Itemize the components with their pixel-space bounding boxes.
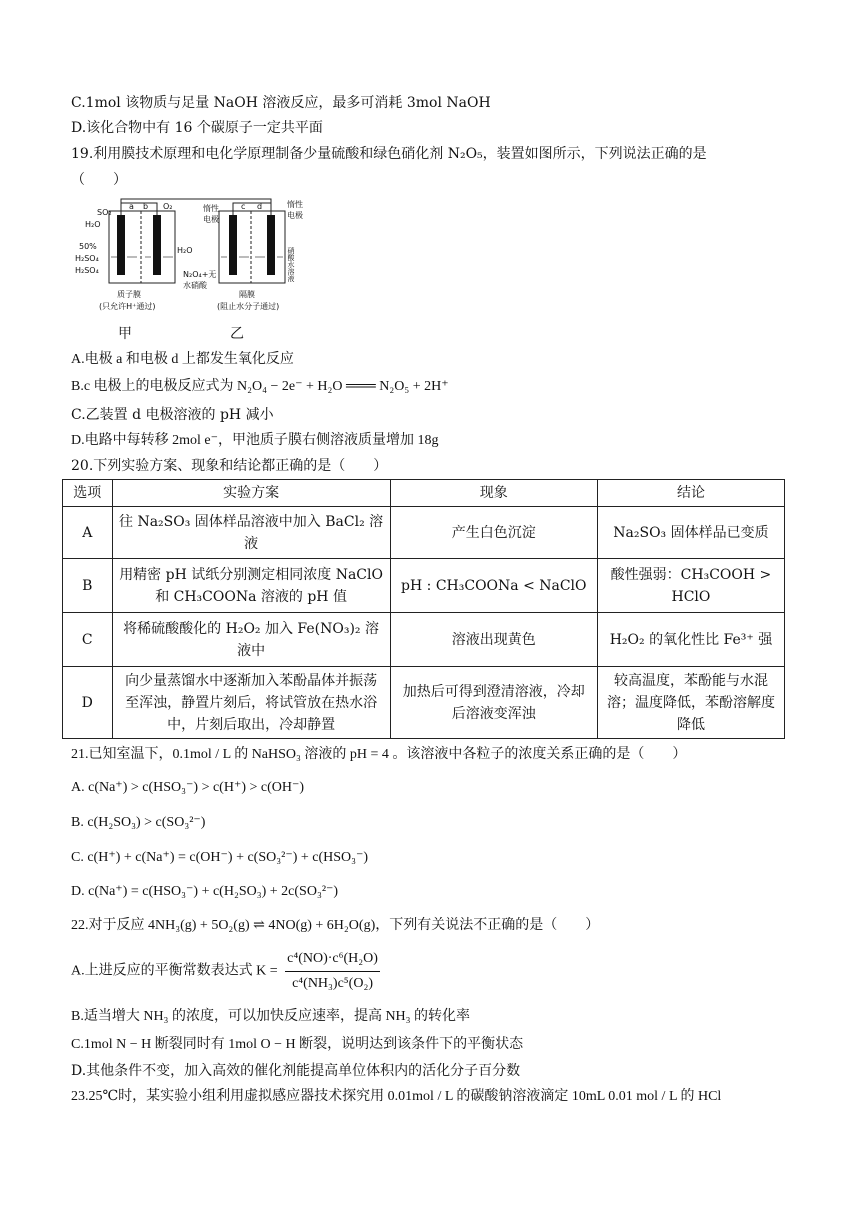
label-o2: O₂	[163, 202, 173, 211]
label-h2o-left: H₂O	[85, 220, 101, 229]
q19-option-a: A.电极 a 和电极 d 上都发生氧化反应	[71, 352, 294, 367]
q18-option-d: D.该化合物中有 16 个碳原子一定共平面	[71, 120, 323, 136]
q22-option-d: D.其他条件不变，加入高效的催化剂能提高单位体积内的活化分子百分数	[71, 1063, 521, 1079]
label-electrode-b: b	[143, 202, 149, 211]
table-row	[63, 559, 785, 613]
label-inert-electrode-2b: 电极	[287, 211, 303, 220]
row-conclusion: Na₂SO₃ 固体样品已变质	[597, 507, 784, 559]
q19-stem: 19.利用膜技术原理和电化学原理制备少量硫酸和绿色硝化剂 N₂O₅，装置如图所示，下列说法正确的是	[71, 146, 707, 162]
row-option: A	[63, 507, 113, 559]
fraction-numerator: c⁴(NO)·c⁶(H₂O)	[285, 948, 380, 972]
q19-option-c: C.乙装置 d 电极溶液的 pH 减小	[71, 407, 274, 423]
header-option: 选项	[63, 480, 113, 507]
q21-option-a: A. c(Na⁺) > c(HSO₃⁻) > c(H⁺) > c(OH⁻)	[71, 780, 305, 795]
q19-answer-paren: （ ）	[71, 172, 127, 188]
caption-jia: 甲	[118, 326, 132, 342]
table-row	[63, 667, 785, 739]
row-plan: 将稀硫酸酸化的 H₂O₂ 加入 Fe(NO₃)₂ 溶液中	[112, 613, 390, 667]
electrolysis-diagram	[71, 197, 311, 337]
row-plan: 往 Na₂SO₃ 固体样品溶液中加入 BaCl₂ 溶液	[112, 507, 390, 559]
label-inert-electrode-1: 惰性	[203, 204, 219, 213]
equilibrium-constant-fraction	[285, 948, 380, 995]
row-option: C	[63, 613, 113, 667]
row-phenomenon: pH : CH₃COONa < NaClO	[390, 559, 597, 613]
row-plan: 用精密 pH 试纸分别测定相同浓度 NaClO 和 CH₃COONa 溶液的 pH 值	[112, 559, 390, 613]
q20-stem: 20.下列实验方案、现象和结论都正确的是（ ）	[71, 458, 388, 474]
q21-option-b: B. c(H₂SO₃) > c(SO₃²⁻)	[71, 815, 206, 830]
label-n2o4: N₂O₄+无	[183, 270, 217, 279]
table-header-row	[63, 480, 785, 507]
label-n2o4b: 水硝酸	[183, 281, 207, 290]
q21-stem: 21.已知室温下，0.1mol / L 的 NaHSO₃ 溶液的 pH = 4 。该溶液中各粒子的浓度关系正确的是（ ）	[71, 747, 687, 762]
q21-option-c: C. c(H⁺) + c(Na⁺) = c(OH⁻) + c(SO₃²⁻) + c(HSO₃⁻)	[71, 850, 369, 865]
caption-yi: 乙	[230, 326, 244, 342]
header-conclusion: 结论	[597, 480, 784, 507]
label-50pct: 50%	[79, 242, 97, 251]
header-plan: 实验方案	[112, 480, 390, 507]
label-proton-membrane-note: (只允许H⁺通过)	[99, 302, 156, 311]
row-phenomenon: 产生白色沉淀	[390, 507, 597, 559]
q23-stem: 23.25℃时，某实验小组利用虚拟感应器技术探究用 0.01mol / L 的碳酸钠溶液滴定 10mL 0.01 mol / L 的 HCl	[71, 1089, 722, 1104]
q21-option-d: D. c(Na⁺) = c(HSO₃⁻) + c(H₂SO₃) + 2c(SO₃²⁻)	[71, 884, 339, 899]
label-diaphragm: 隔膜	[239, 290, 255, 299]
label-h2so4-b: H₂SO₄	[75, 266, 99, 275]
label-so2: SO₂	[97, 208, 112, 217]
label-electrode-d: d	[257, 202, 263, 211]
q22-option-a	[71, 948, 380, 995]
row-option: D	[63, 667, 113, 739]
label-inert-electrode-1b: 电极	[203, 215, 219, 224]
experiment-table	[62, 479, 785, 739]
q22-option-a-prefix: A.上进反应的平衡常数表达式 K =	[71, 963, 278, 979]
row-phenomenon: 溶液出现黄色	[390, 613, 597, 667]
label-h2o-right: H₂O	[177, 246, 193, 255]
q18-option-c: C.1mol 该物质与足量 NaOH 溶液反应，最多可消耗 3mol NaOH	[71, 95, 491, 111]
table-row	[63, 507, 785, 559]
header-phenomenon: 现象	[390, 480, 597, 507]
q22-stem: 22.对于反应 4NH₃(g) + 5O₂(g) ⇌ 4NO(g) + 6H₂O(g)，下列有关说法不正确的是（ ）	[71, 918, 600, 933]
label-electrode-c: c	[241, 202, 246, 211]
label-proton-membrane: 质子膜	[117, 290, 141, 299]
row-plan: 向少量蒸馏水中逐渐加入苯酚晶体并振荡至浑浊，静置片刻后，将试管放在热水浴中，片刻后取出，冷却静置	[112, 667, 390, 739]
label-h2so4-a: H₂SO₄	[75, 254, 99, 263]
q22-option-c: C.1mol N − H 断裂同时有 1mol O − H 断裂，说明达到该条件下的平衡状态	[71, 1037, 524, 1052]
row-conclusion: 较高温度，苯酚能与水混溶；温度降低，苯酚溶解度降低	[597, 667, 784, 739]
row-conclusion: H₂O₂ 的氧化性比 Fe³⁺ 强	[597, 613, 784, 667]
row-phenomenon: 加热后可得到澄清溶液，冷却后溶液变浑浊	[390, 667, 597, 739]
fraction-denominator: c⁴(NH₃)c⁵(O₂)	[292, 976, 373, 991]
q22-option-b: B.适当增大 NH₃ 的浓度，可以加快反应速率，提高 NH₃ 的转化率	[71, 1009, 471, 1024]
row-conclusion: 酸性强弱：CH₃COOH > HClO	[597, 559, 784, 613]
label-nitric-solution: 硝酸水溶液	[287, 247, 295, 282]
table-row	[63, 613, 785, 667]
label-inert-electrode-2: 惰性	[287, 200, 303, 209]
label-electrode-a: a	[129, 202, 134, 211]
q19-option-d: D.电路中每转移 2mol e⁻，甲池质子膜右侧溶液质量增加 18g	[71, 433, 439, 448]
label-diaphragm-note: (阻止水分子通过)	[217, 302, 280, 311]
q19-option-b: B.c 电极上的电极反应式为 N₂O₄ − 2e⁻ + H₂O ═══ N₂O₅ + 2H⁺	[71, 379, 449, 394]
row-option: B	[63, 559, 113, 613]
